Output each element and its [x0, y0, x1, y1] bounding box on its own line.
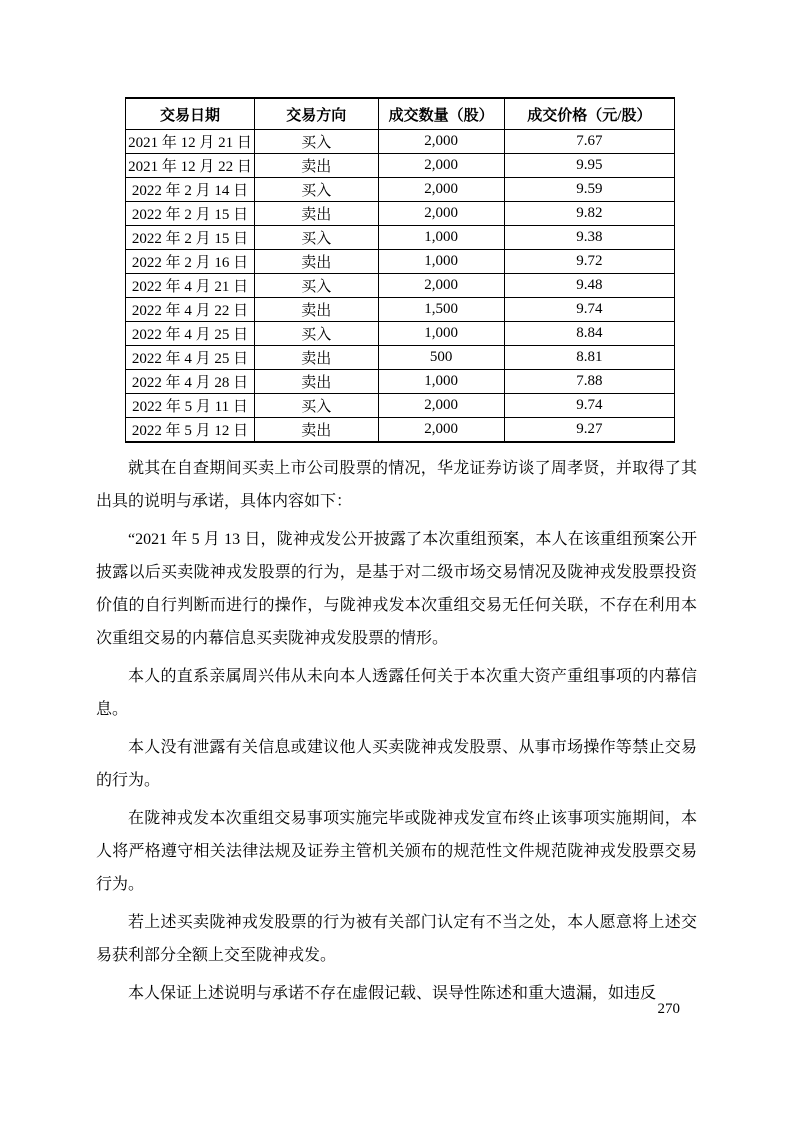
table-row [126, 394, 675, 418]
table-cell: 卖出 [255, 250, 379, 274]
table-row [126, 154, 675, 178]
table-cell: 2022 年 2 月 15 日 [126, 226, 255, 250]
table-row [126, 418, 675, 443]
table-row [126, 370, 675, 394]
paragraph-statement-4: 在陇神戎发本次重组交易事项实施完毕或陇神戎发宣布终止该事项实施期间，本人将严格遵守相关法律法规及证券主管机关颁布的规范性文件规范陇神戎发股票交易行为。 [96, 810, 697, 893]
table-cell: 9.74 [504, 394, 674, 418]
table-row [126, 322, 675, 346]
table-cell: 2,000 [378, 178, 504, 202]
table-cell: 9.82 [504, 202, 674, 226]
column-header-price-per-share: 成交价格（元/股） [504, 98, 674, 130]
table-cell: 2022 年 4 月 25 日 [126, 346, 255, 370]
table-cell: 卖出 [255, 418, 379, 443]
table-cell: 9.59 [504, 178, 674, 202]
document-content [96, 97, 697, 1015]
column-header-trade-date: 交易日期 [126, 98, 255, 130]
table-cell: 买入 [255, 226, 379, 250]
table-cell: 卖出 [255, 370, 379, 394]
table-cell: 2022 年 2 月 16 日 [126, 250, 255, 274]
table-cell: 2,000 [378, 202, 504, 226]
column-header-volume-shares: 成交数量（股） [378, 98, 504, 130]
table-cell: 2,000 [378, 274, 504, 298]
table-cell: 2021 年 12 月 22 日 [126, 154, 255, 178]
table-header-row [126, 98, 675, 130]
paragraph-statement-3: 本人没有泄露有关信息或建议他人买卖陇神戎发股票、从事市场操作等禁止交易的行为。 [96, 739, 697, 789]
table-cell: 500 [378, 346, 504, 370]
table-cell: 8.81 [504, 346, 674, 370]
paragraph-statement-5: 若上述买卖陇神戎发股票的行为被有关部门认定有不当之处，本人愿意将上述交易获利部分全额上交至陇神戎发。 [96, 914, 697, 964]
table-row [126, 202, 675, 226]
table-row [126, 130, 675, 154]
table-cell: 买入 [255, 178, 379, 202]
table-cell: 9.38 [504, 226, 674, 250]
table-cell: 买入 [255, 274, 379, 298]
table-cell: 2022 年 4 月 28 日 [126, 370, 255, 394]
table-row [126, 178, 675, 202]
table-cell: 9.72 [504, 250, 674, 274]
table-cell: 2021 年 12 月 21 日 [126, 130, 255, 154]
table-cell: 2022 年 2 月 14 日 [126, 178, 255, 202]
table-cell: 2022 年 4 月 22 日 [126, 298, 255, 322]
table-row [126, 298, 675, 322]
table-cell: 2022 年 5 月 11 日 [126, 394, 255, 418]
table-cell: 2,000 [378, 394, 504, 418]
table-cell: 1,000 [378, 322, 504, 346]
table-cell: 7.88 [504, 370, 674, 394]
table-cell: 卖出 [255, 202, 379, 226]
table-row [126, 250, 675, 274]
table-cell: 1,000 [378, 370, 504, 394]
table-cell: 9.27 [504, 418, 674, 443]
table-cell: 买入 [255, 394, 379, 418]
body-text [96, 452, 697, 1010]
page-number: 270 [657, 1001, 680, 1017]
trade-table [125, 97, 675, 443]
table-cell: 卖出 [255, 346, 379, 370]
table-cell: 卖出 [255, 298, 379, 322]
table-cell: 1,000 [378, 226, 504, 250]
table-cell: 2,000 [378, 418, 504, 443]
table-cell: 2022 年 4 月 21 日 [126, 274, 255, 298]
column-header-trade-direction: 交易方向 [255, 98, 379, 130]
table-cell: 8.84 [504, 322, 674, 346]
table-cell: 9.74 [504, 298, 674, 322]
table-row [126, 226, 675, 250]
table-cell: 2022 年 2 月 15 日 [126, 202, 255, 226]
table-cell: 7.67 [504, 130, 674, 154]
paragraph-statement-2: 本人的直系亲属周兴伟从未向本人透露任何关于本次重大资产重组事项的内幕信息。 [96, 668, 697, 718]
table-cell: 2022 年 4 月 25 日 [126, 322, 255, 346]
table-cell: 卖出 [255, 154, 379, 178]
table-cell: 2,000 [378, 154, 504, 178]
table-cell: 1,000 [378, 250, 504, 274]
table-cell: 9.48 [504, 274, 674, 298]
table-cell: 买入 [255, 322, 379, 346]
paragraph-statement-6: 本人保证上述说明与承诺不存在虚假记载、误导性陈述和重大遗漏，如违反 [128, 985, 657, 1002]
paragraph-intro: 就其在自查期间买卖上市公司股票的情况，华龙证券访谈了周孝贤，并取得了其出具的说明与承诺，具体内容如下： [96, 460, 697, 510]
table-cell: 2022 年 5 月 12 日 [126, 418, 255, 443]
table-cell: 9.95 [504, 154, 674, 178]
paragraph-statement-1: “2021 年 5 月 13 日，陇神戎发公开披露了本次重组预案，本人在该重组预案公开披露以后买卖陇神戎发股票的行为，是基于对二级市场交易情况及陇神戎发股票投资价值的自行判断而进行的操作，与陇神戎发本次重组交易无任何关联，不存在利用本次重组交易的内幕信息买卖陇神戎发股票的情形。 [96, 531, 697, 647]
table-cell: 2,000 [378, 130, 504, 154]
table-row [126, 274, 675, 298]
table-cell: 1,500 [378, 298, 504, 322]
table-cell: 买入 [255, 130, 379, 154]
trade-table-body [126, 130, 675, 443]
table-row [126, 346, 675, 370]
